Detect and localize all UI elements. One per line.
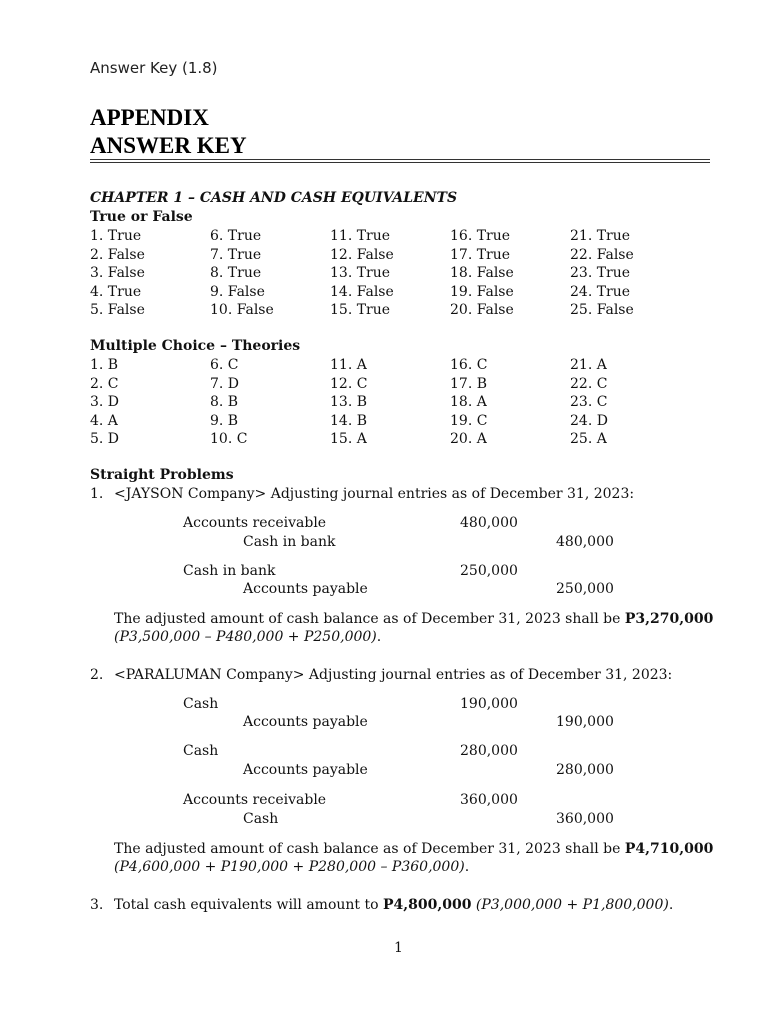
grid-row [90, 393, 690, 412]
header-note: Answer Key (1.8) [90, 59, 218, 77]
answer-amount: P3,270,000 [624, 611, 714, 627]
debit-account: Cash [183, 696, 219, 712]
formula-text: (P3,000,000 + P1,800,000) [475, 897, 669, 913]
answer-cell: 7. D [210, 375, 240, 392]
credit-amount: 250,000 [556, 581, 614, 597]
answer-cell: 16. True [450, 228, 511, 244]
answer-cell: 6. True [210, 228, 262, 244]
answer-cell: 12. C [330, 375, 368, 392]
debit-amount: 480,000 [460, 515, 518, 531]
problem-statement [114, 897, 673, 913]
problem-formula [114, 629, 381, 645]
formula-period: . [376, 629, 382, 645]
debit-amount: 250,000 [460, 563, 518, 579]
credit-amount: 480,000 [556, 534, 614, 550]
answer-cell: 15. True [330, 302, 391, 318]
answer-cell: 5. False [90, 302, 145, 318]
problem-intro: <PARALUMAN Company> Adjusting journal entries as of December 31, 2023: [114, 667, 673, 683]
credit-amount: 360,000 [556, 811, 614, 827]
answer-cell: 18. A [450, 394, 487, 410]
title-rule-top [90, 159, 710, 160]
answer-cell: 3. D [90, 394, 120, 410]
true-false-heading: True or False [90, 209, 193, 225]
answer-cell: 11. A [330, 357, 367, 373]
answer-cell: 8. B [210, 394, 239, 410]
answer-cell: 15. A [330, 431, 367, 447]
debit-amount: 280,000 [460, 743, 518, 759]
title-line-1: APPENDIX [90, 105, 209, 130]
formula-period: . [668, 897, 674, 913]
answer-cell: 14. B [330, 412, 368, 429]
answer-cell: 23. True [570, 265, 631, 281]
formula-text: (P3,500,000 – P480,000 + P250,000) [114, 629, 377, 645]
answer-cell: 22. C [570, 375, 608, 392]
answer-amount: P4,800,000 [383, 897, 472, 913]
true-false-grid [90, 227, 690, 320]
credit-account: Accounts payable [243, 714, 368, 730]
answer-cell: 19. C [450, 412, 488, 429]
answer-cell: 19. False [450, 283, 514, 300]
grid-row [90, 356, 690, 375]
debit-account: Cash [183, 743, 219, 759]
debit-account: Accounts receivable [183, 792, 327, 808]
grid-row [90, 264, 690, 283]
title-line-2: ANSWER KEY [90, 133, 247, 158]
grid-row [90, 412, 690, 431]
answer-cell: 24. True [570, 283, 631, 300]
credit-amount: 280,000 [556, 762, 614, 778]
answer-cell: 13. B [330, 394, 368, 410]
answer-cell: 9. False [210, 283, 265, 300]
grid-row [90, 283, 690, 302]
answer-cell: 10. C [210, 431, 248, 447]
answer-cell: 16. C [450, 357, 488, 373]
answer-cell: 10. False [210, 302, 274, 318]
answer-cell: 17. B [450, 375, 488, 392]
answer-cell: 25. A [570, 431, 607, 447]
straight-problems-heading: Straight Problems [90, 467, 234, 483]
statement-text: Total cash equivalents will amount to [114, 897, 379, 913]
answer-cell: 18. False [450, 265, 514, 281]
answer-cell: 12. False [330, 246, 394, 263]
answer-cell: 6. C [210, 357, 239, 373]
answer-cell: 2. C [90, 375, 119, 392]
grid-row [90, 301, 690, 320]
problem-intro: <JAYSON Company> Adjusting journal entries as of December 31, 2023: [114, 486, 635, 502]
answer-cell: 21. True [570, 228, 631, 244]
answer-cell: 20. A [450, 431, 487, 447]
problem-number: 2. [90, 667, 104, 683]
answer-cell: 9. B [210, 412, 239, 429]
answer-cell: 4. True [90, 283, 142, 300]
multiple-choice-heading: Multiple Choice – Theories [90, 338, 301, 354]
grid-row [90, 246, 690, 265]
answer-cell: 11. True [330, 228, 391, 244]
conclusion-text: The adjusted amount of cash balance as of December 31, 2023 shall be [114, 611, 621, 627]
problem-number: 3. [90, 897, 104, 913]
answer-amount: P4,710,000 [624, 841, 714, 857]
multiple-choice-grid [90, 356, 690, 449]
problem-formula [114, 859, 469, 875]
answer-cell: 3. False [90, 265, 145, 281]
grid-row [90, 430, 690, 449]
formula-text: (P4,600,000 + P190,000 + P280,000 – P360,000) [114, 859, 465, 875]
problem-number: 1. [90, 486, 104, 502]
problem-conclusion [114, 841, 713, 857]
debit-amount: 360,000 [460, 792, 518, 808]
conclusion-text: The adjusted amount of cash balance as of December 31, 2023 shall be [114, 841, 621, 857]
answer-cell: 21. A [570, 357, 607, 373]
answer-cell: 7. True [210, 246, 262, 263]
credit-account: Cash [243, 811, 279, 827]
chapter-heading: CHAPTER 1 – CASH AND CASH EQUIVALENTS [90, 190, 458, 206]
answer-cell: 1. True [90, 228, 142, 244]
answer-cell: 2. False [90, 246, 145, 263]
answer-cell: 22. False [570, 246, 634, 263]
credit-account: Accounts payable [243, 762, 368, 778]
formula-period: . [464, 859, 470, 875]
page-number: 1 [394, 940, 403, 956]
answer-cell: 20. False [450, 302, 514, 318]
page-title [90, 104, 247, 160]
answer-cell: 14. False [330, 283, 394, 300]
title-rule-bottom [90, 162, 710, 163]
answer-cell: 4. A [90, 412, 118, 429]
answer-cell: 1. B [90, 357, 119, 373]
answer-cell: 24. D [570, 412, 608, 429]
answer-cell: 13. True [330, 265, 391, 281]
credit-account: Cash in bank [243, 534, 336, 550]
debit-account: Cash in bank [183, 563, 276, 579]
answer-cell: 23. C [570, 394, 608, 410]
credit-amount: 190,000 [556, 714, 614, 730]
answer-cell: 17. True [450, 246, 511, 263]
debit-amount: 190,000 [460, 696, 518, 712]
answer-cell: 5. D [90, 431, 120, 447]
credit-account: Accounts payable [243, 581, 368, 597]
problem-conclusion [114, 611, 713, 627]
debit-account: Accounts receivable [183, 515, 327, 531]
grid-row [90, 375, 690, 394]
answer-cell: 25. False [570, 302, 634, 318]
grid-row [90, 227, 690, 246]
answer-cell: 8. True [210, 265, 262, 281]
